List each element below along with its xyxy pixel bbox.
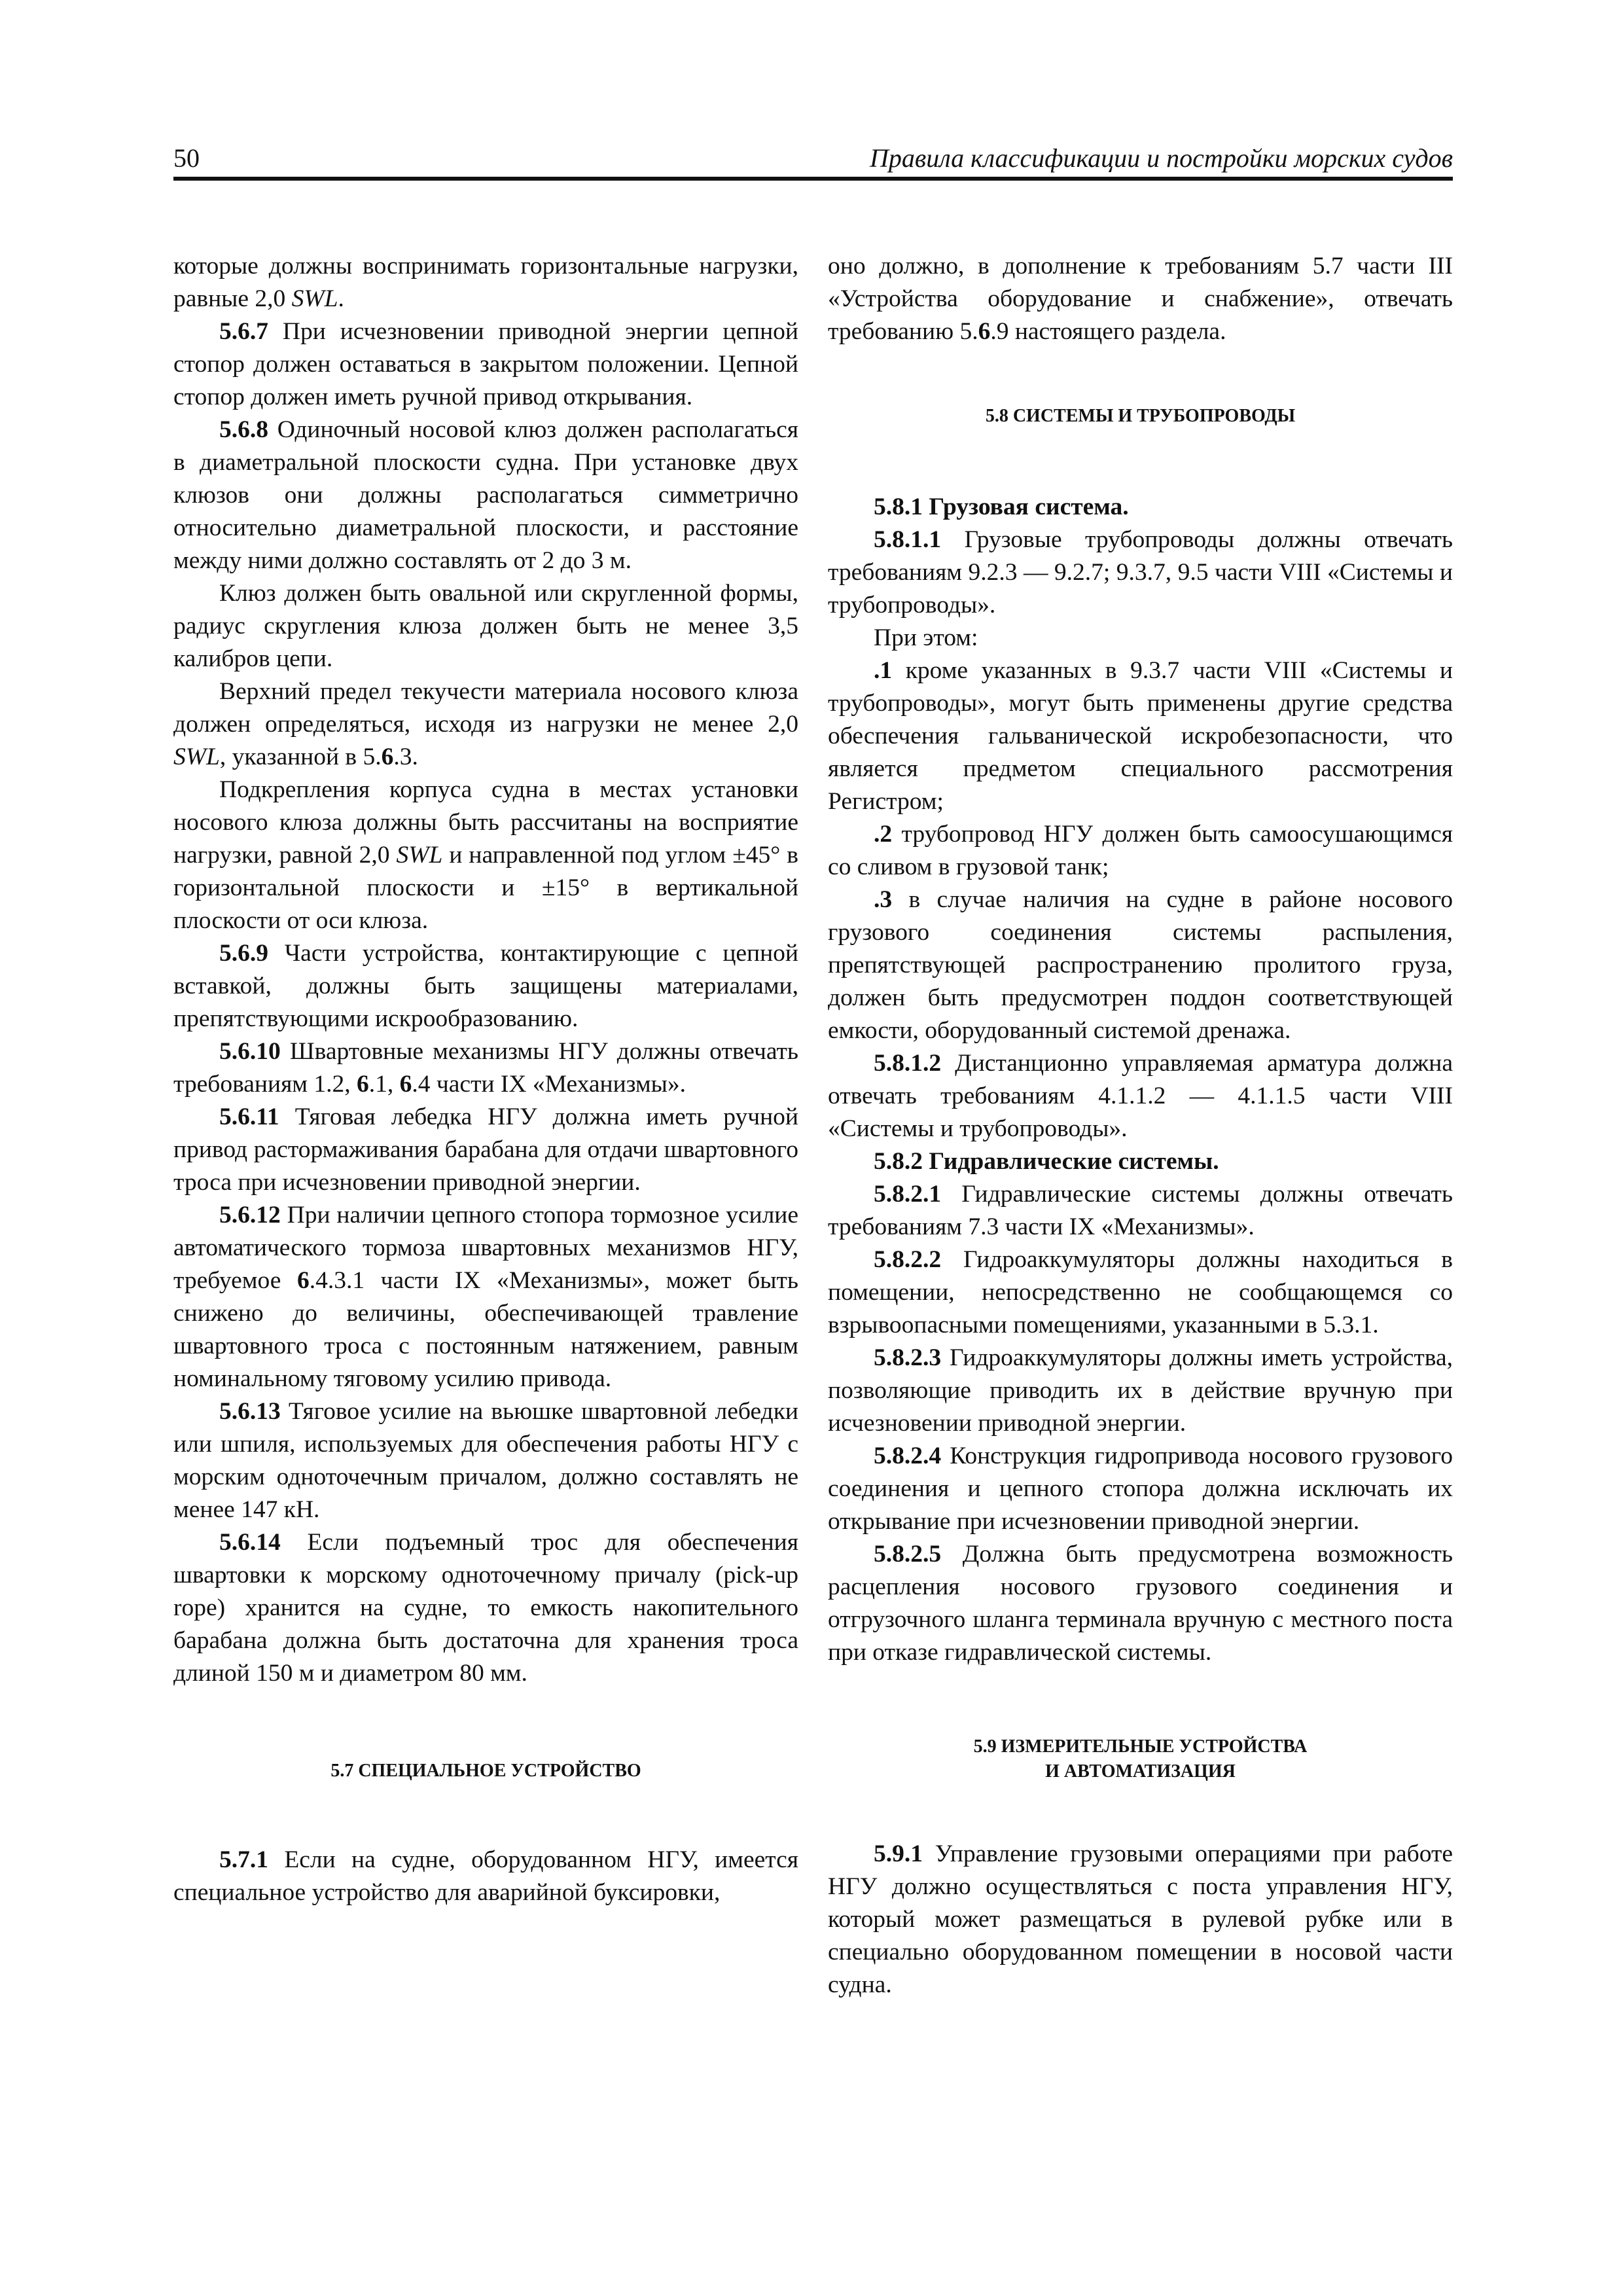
- subsection-heading-5-8-1: 5.8.1 Грузовая система.: [874, 493, 1129, 520]
- clause-number: 5.8.2.2: [874, 1246, 942, 1273]
- paragraph-5-8-1-2: 5.8.1.2 Дистанционно управляемая арматура должна отвечать требованиям 4.1.1.2 — 4.1.1.5 части VIII «Системы и трубопроводы».: [828, 1050, 1453, 1142]
- page-number: 50: [173, 143, 200, 173]
- clause-number: 5.9.1: [874, 1840, 923, 1867]
- paragraph-5-6-11: 5.6.11 Тяговая лебедка НГУ должна иметь ручной привод растормаживания барабана для отдачи швартовного троса при исчезновении приводной энергии.: [173, 1103, 798, 1196]
- list-number: .2: [874, 821, 893, 848]
- paragraph-5-8-2-1: 5.8.2.1 Гидравлические системы должны отвечать требованиям 7.3 части IX «Механизмы».: [828, 1181, 1453, 1240]
- paragraph: которые должны воспринимать горизонтальные нагрузки, равные 2,0 SWL.: [173, 253, 798, 312]
- paragraph: При этом:: [874, 624, 978, 651]
- paragraph-5-6-8: 5.6.8 Одиночный носовой клюз должен располагаться в диаметральной плоскости судна. При установке двух клюзов они должны располагаться симметрично относительно диаметральной плоскости, и расстояние между ними должно составлять от 2 до 3 м.: [173, 416, 798, 574]
- paragraph-5-6-12: 5.6.12 При наличии цепного стопора тормозное усилие автоматического тормоза швартовных механизмов НГУ, требуемое 6.4.3.1 части IX «Механизмы», может быть снижено до величины, обеспечивающей травление швартовного троса с постоянным натяжением, равным номинальному тяговому усилию привода.: [173, 1202, 798, 1392]
- page-header: [173, 143, 1453, 182]
- clause-number: 5.6.12: [219, 1202, 281, 1229]
- list-number: .3: [874, 886, 893, 913]
- paragraph-5-6-14: 5.6.14 Если подъемный трос для обеспечения швартовки к морскому одноточечному причалу (pick-up rope) хранится на судне, то емкость накопительного барабана должна быть достаточна для хранения троса длиной 150 м и диаметром 80 мм.: [173, 1529, 798, 1687]
- paragraph: Верхний предел текучести материала носового клюза должен определяться, исходя из нагрузки не менее 2,0 SWL, указанной в 5.6.3.: [173, 678, 798, 770]
- list-number: .1: [874, 657, 893, 684]
- subsection-heading-5-8-2: 5.8.2 Гидравлические системы.: [874, 1148, 1219, 1175]
- section-heading-5-9: [828, 1734, 1453, 1784]
- section-heading-line: И АВТОМАТИЗАЦИЯ: [1045, 1761, 1236, 1782]
- clause-number: 5.8.2.1: [874, 1181, 942, 1208]
- clause-number: 5.8.1.2: [874, 1050, 942, 1077]
- paragraph-5-7-1: 5.7.1 Если на судне, оборудованном НГУ, имеется специальное устройство для аварийной буксировки,: [173, 1846, 798, 1906]
- paragraph: Подкрепления корпуса судна в местах установки носового клюза должны быть рассчитаны на восприятие нагрузки, равной 2,0 SWL и направленной под углом ±45° в горизонтальной плоскости и ±15° в вертикальной плоскости от оси клюза.: [173, 776, 798, 934]
- paragraph-5-8-2-4: 5.8.2.4 Конструкция гидропривода носового грузового соединения и цепного стопора должна исключать их открывание при исчезновении приводной энергии.: [828, 1443, 1453, 1535]
- list-item-2: .2 трубопровод НГУ должен быть самоосушающимся со сливом в грузовой танк;: [828, 821, 1453, 880]
- clause-number: 5.7.1: [219, 1846, 268, 1873]
- list-item-3: .3 в случае наличия на судне в районе носового грузового соединения системы распыления, препятствующей распространению пролитого груза, должен быть предусмотрен поддон соответствующей емкости, оборудованный системой дренажа.: [828, 886, 1453, 1044]
- section-heading-5-7: 5.7 СПЕЦИАЛЬНОЕ УСТРОЙСТВО: [330, 1761, 641, 1781]
- paragraph-5-8-2-5: 5.8.2.5 Должна быть предусмотрена возможность расцепления носового грузового соединения и отгрузочного шланга терминала вручную с местного поста при отказе гидравлической системы.: [828, 1541, 1453, 1666]
- list-item-1: .1 кроме указанных в 9.3.7 части VIII «Системы и трубопроводы», могут быть применены другие средства обеспечения гальванической искробезопасности, что является предметом специального рассмотрения Регистром;: [828, 657, 1453, 815]
- clause-number: 5.6.13: [219, 1398, 281, 1425]
- paragraph-5-6-9: 5.6.9 Части устройства, контактирующие с цепной вставкой, должны быть защищены материалами, препятствующими искрообразованию.: [173, 940, 798, 1032]
- header-rule: [173, 177, 1453, 181]
- right-column: [828, 250, 1453, 2001]
- paragraph-5-6-13: 5.6.13 Тяговое усилие на вьюшке швартовной лебедки или шпиля, используемых для обеспечения работы НГУ с морским одноточечным причалом, должно составлять не менее 147 кН.: [173, 1398, 798, 1523]
- clause-number: 5.6.9: [219, 940, 268, 967]
- clause-number: 5.8.2.4: [874, 1443, 942, 1469]
- clause-number: 5.6.10: [219, 1038, 281, 1065]
- clause-number: 5.8.1.1: [874, 526, 942, 553]
- left-column: [173, 250, 798, 1909]
- clause-number: 5.8.2.5: [874, 1541, 942, 1568]
- paragraph-5-9-1: 5.9.1 Управление грузовыми операциями при работе НГУ должно осуществляться с поста управления НГУ, который может размещаться в рулевой рубке или в специально оборудованном помещении в носовой части судна.: [828, 1840, 1453, 1998]
- section-heading-line: 5.9 ИЗМЕРИТЕЛЬНЫЕ УСТРОЙСТВА: [973, 1736, 1308, 1757]
- running-title: Правила классификации и постройки морских судов: [869, 143, 1453, 173]
- paragraph-5-6-10: 5.6.10 Швартовные механизмы НГУ должны отвечать требованиям 1.2, 6.1, 6.4 части IX «Механизмы».: [173, 1038, 798, 1098]
- clause-number: 5.6.7: [219, 318, 268, 345]
- paragraph-5-8-1-1: 5.8.1.1 Грузовые трубопроводы должны отвечать требованиям 9.2.3 — 9.2.7; 9.3.7, 9.5 части VIII «Системы и трубопроводы».: [828, 526, 1453, 619]
- paragraph-5-8-2-2: 5.8.2.2 Гидроаккумуляторы должны находиться в помещении, непосредственно не сообщающемся со взрывоопасными помещениями, указанными в 5.3.1.: [828, 1246, 1453, 1338]
- paragraph: Клюз должен быть овальной или скругленной формы, радиус скругления клюза должен быть не менее 3,5 калибров цепи.: [173, 580, 798, 672]
- paragraph-5-6-7: 5.6.7 При исчезновении приводной энергии цепной стопор должен оставаться в закрытом положении. Цепной стопор должен иметь ручной привод открывания.: [173, 318, 798, 410]
- clause-number: 5.6.11: [219, 1103, 279, 1130]
- clause-number: 5.8.2.3: [874, 1344, 942, 1371]
- paragraph-5-8-2-3: 5.8.2.3 Гидроаккумуляторы должны иметь устройства, позволяющие приводить их в действие вручную при исчезновении приводной энергии.: [828, 1344, 1453, 1437]
- section-heading-5-8: 5.8 СИСТЕМЫ И ТРУБОПРОВОДЫ: [985, 406, 1296, 426]
- paragraph: оно должно, в дополнение к требованиям 5.7 части III «Устройства оборудование и снабжение», отвечать требованию 5.6.9 настоящего раздела.: [828, 253, 1453, 345]
- clause-number: 5.6.14: [219, 1529, 281, 1556]
- clause-number: 5.6.8: [219, 416, 268, 443]
